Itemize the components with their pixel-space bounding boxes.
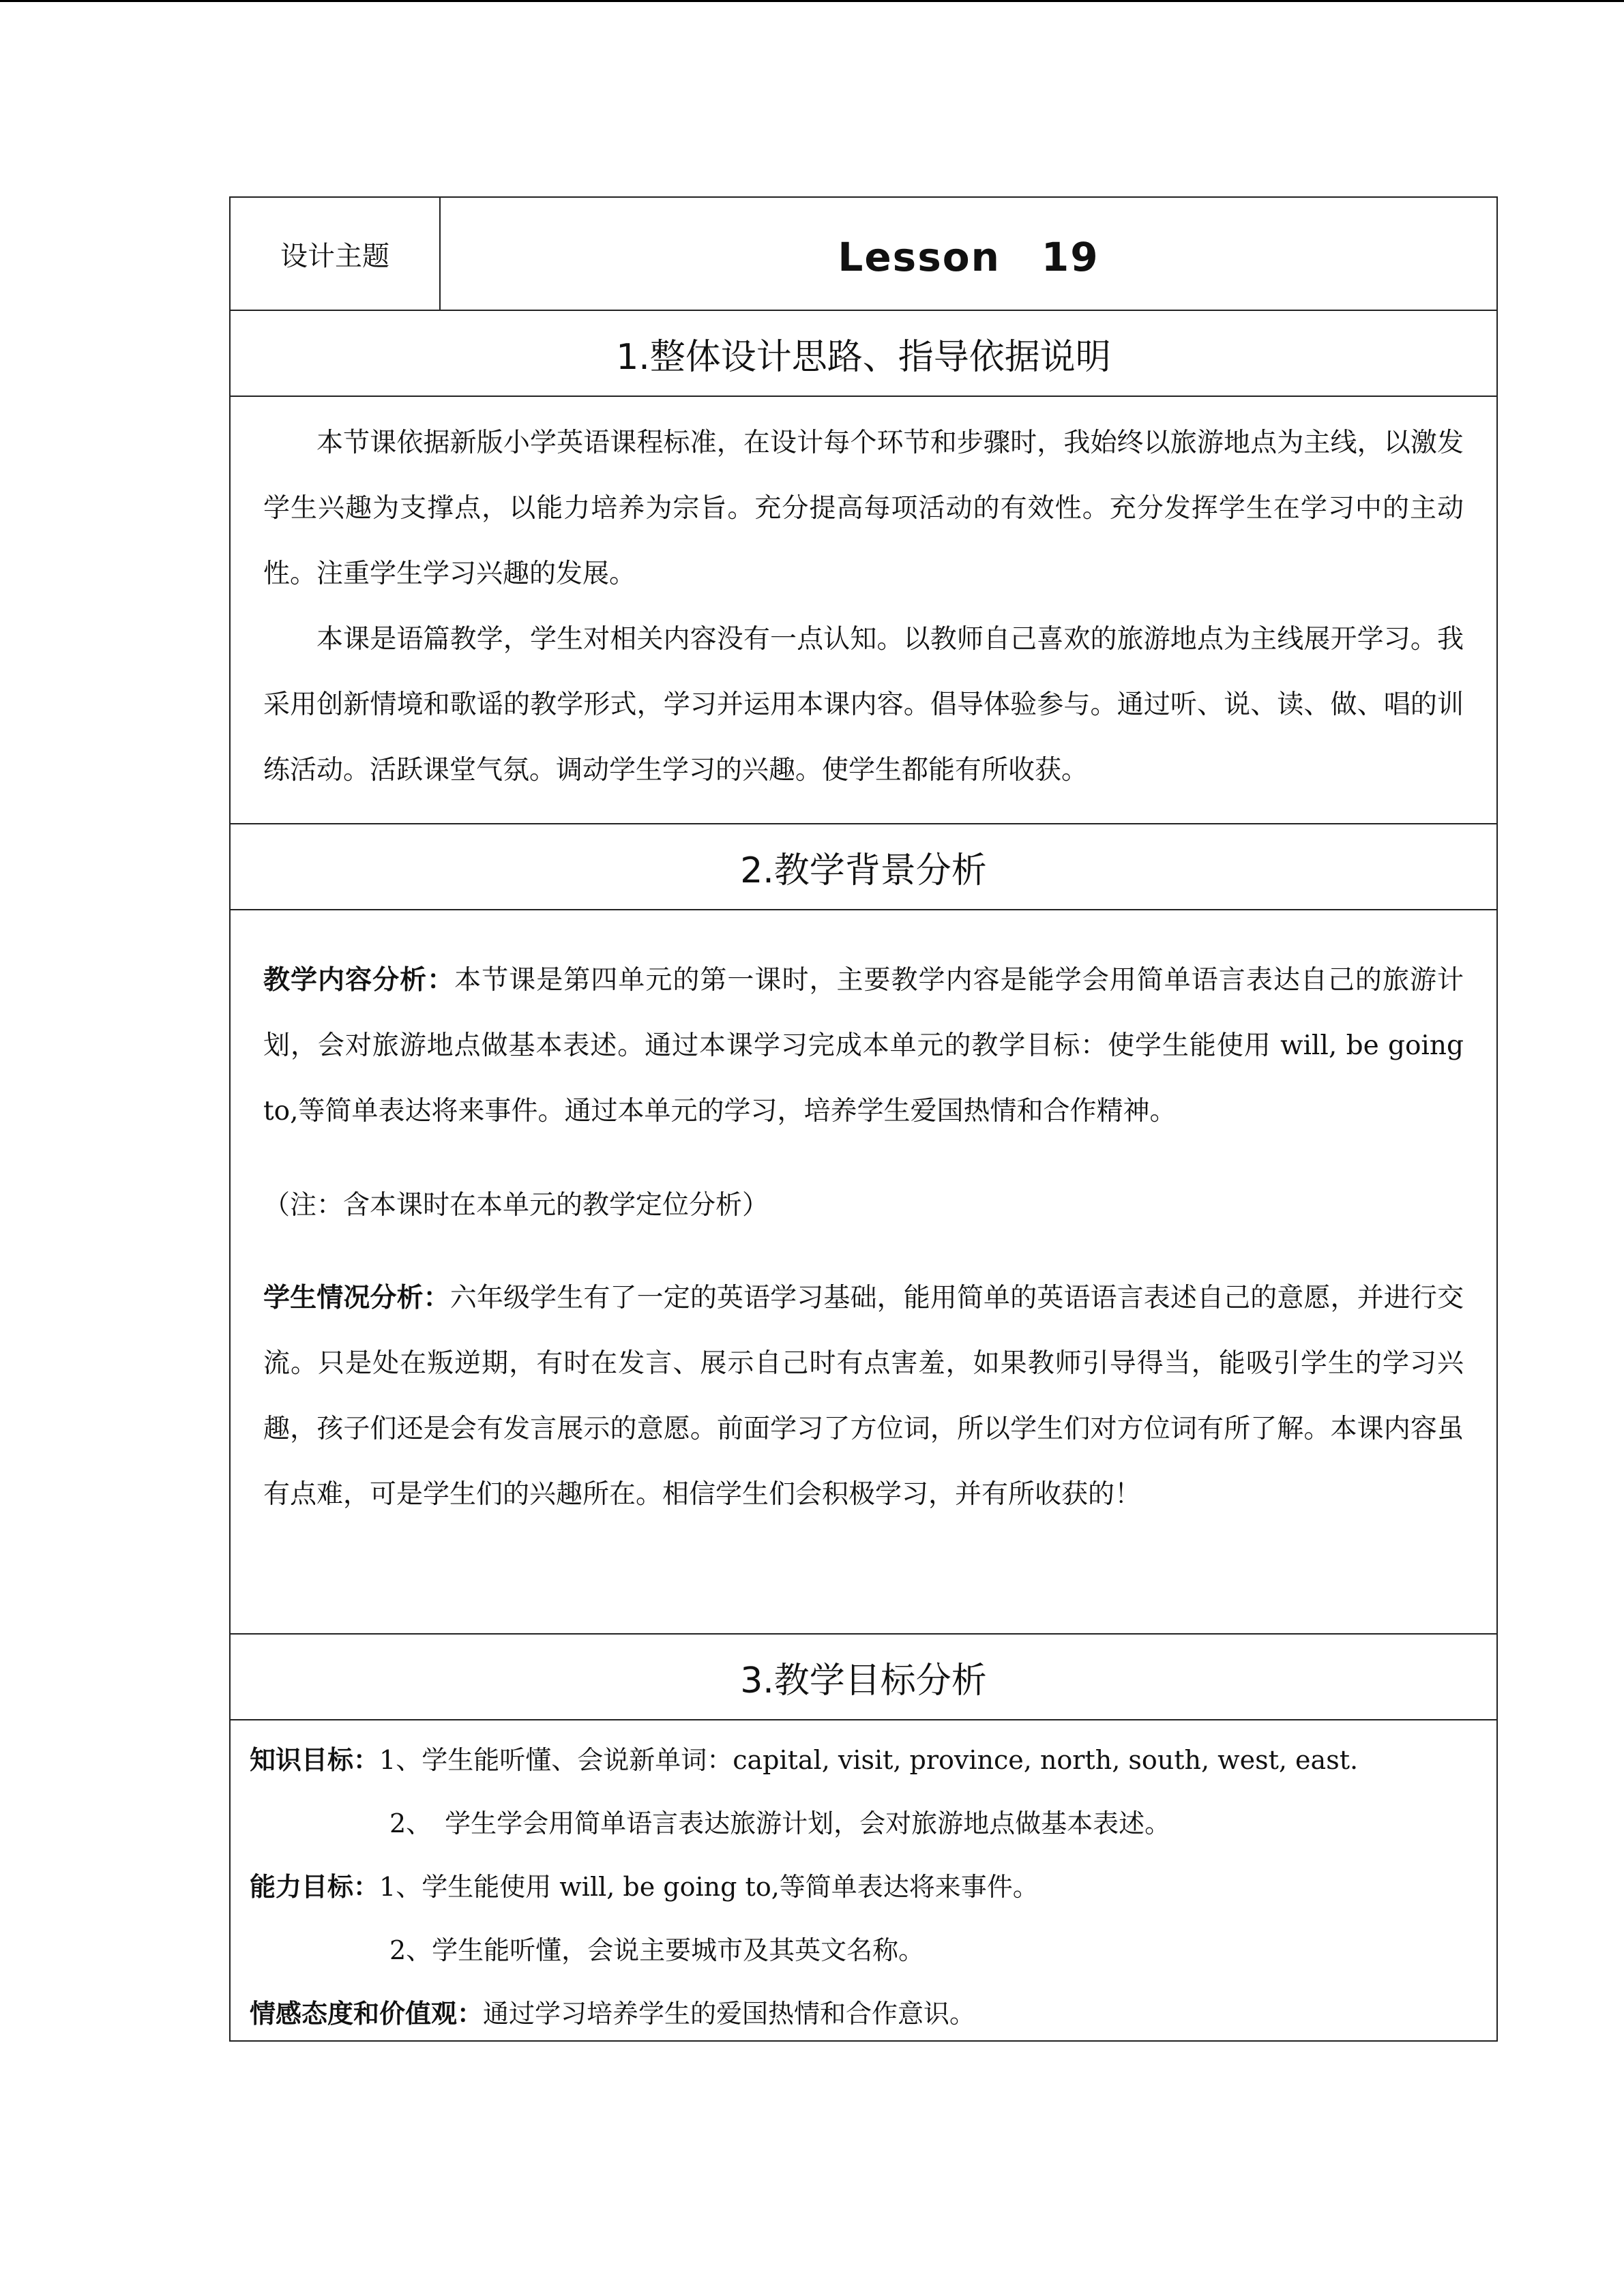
section2-heading: 2.教学背景分析: [231, 824, 1496, 910]
section3-heading: 3.教学目标分析: [231, 1635, 1496, 1720]
student-analysis-label: 学生情况分析：: [263, 1283, 450, 1313]
emotion-goal-label: 情感态度和价值观：: [250, 1999, 484, 2029]
content-analysis-text: 本节课是第四单元的第一课时，主要教学内容是能学会用简单语言表达自己的旅游计划，会对旅游地点做基本表述。通过本课学习完成本单元的教学目标：使学生能使用 will, be going to,等简单表达将来事件。通过本单元的学习，培养学生爱国热情和合作精神。: [263, 965, 1464, 1127]
theme-label: 设计主题: [231, 198, 441, 310]
lesson-title: Lesson 19: [838, 234, 1099, 280]
ability-goal-1-text: 1、学生能使用 will, be going to,等简单表达将来事件。: [379, 1872, 1039, 1902]
section1-heading: 1.整体设计思路、指导依据说明: [231, 311, 1496, 397]
section2-body: [231, 910, 1496, 1635]
content-analysis: [263, 948, 1464, 1144]
section1-body: [231, 397, 1496, 824]
top-border-line: [0, 0, 1624, 2]
section3-body: [231, 1720, 1496, 2040]
student-analysis: [263, 1266, 1464, 1527]
knowledge-goal-2: 2、 学生学会用简单语言表达旅游计划，会对旅游地点做基本表述。: [389, 1808, 1171, 1838]
section1-paragraph-2: 本课是语篇教学，学生对相关内容没有一点认知。以教师自己喜欢的旅游地点为主线展开学习。我采用创新情境和歌谣的教学形式，学习并运用本课内容。倡导体验参与。通过听、说、读、做、唱的训练活动。活跃课堂气氛。调动学生学习的兴趣。使学生都能有所收获。: [263, 624, 1464, 786]
ability-goal-1: [250, 1855, 1477, 1919]
emotion-goal-text: 通过学习培养学生的爱国热情和合作意识。: [483, 1999, 976, 2029]
ability-goal-2: 2、学生能听懂，会说主要城市及其英文名称。: [389, 1935, 925, 1965]
positioning-note: （注：含本课时在本单元的教学定位分析）: [263, 1190, 769, 1221]
lesson-design-table: [229, 196, 1498, 2042]
student-analysis-text: 六年级学生有了一定的英语学习基础，能用简单的英语语言表述自己的意愿，并进行交流。只是处在叛逆期，有时在发言、展示自己时有点害羞，如果教师引导得当，能吸引学生的学习兴趣，孩子们还是会有发言展示的意愿。前面学习了方位词，所以学生们对方位词有所了解。本课内容虽有点难，可是学生们的兴趣所在。相信学生们会积极学习，并有所收获的！: [263, 1283, 1464, 1510]
ability-goal-label: 能力目标：: [250, 1872, 380, 1902]
content-analysis-label: 教学内容分析：: [263, 965, 455, 996]
theme-row: [231, 198, 1496, 311]
knowledge-goal-1-text: 1、学生能听懂、会说新单词：capital, visit, province, north, south, west, east.: [379, 1745, 1359, 1775]
knowledge-goal-1: [250, 1729, 1477, 1792]
section1-paragraph-1: 本节课依据新版小学英语课程标准，在设计每个环节和步骤时，我始终以旅游地点为主线，以激发学生兴趣为支撑点，以能力培养为宗旨。充分提高每项活动的有效性。充分发挥学生在学习中的主动性。注重学生学习兴趣的发展。: [263, 428, 1464, 589]
knowledge-goal-label: 知识目标：: [250, 1745, 380, 1775]
emotion-goal: [250, 1982, 1477, 2046]
